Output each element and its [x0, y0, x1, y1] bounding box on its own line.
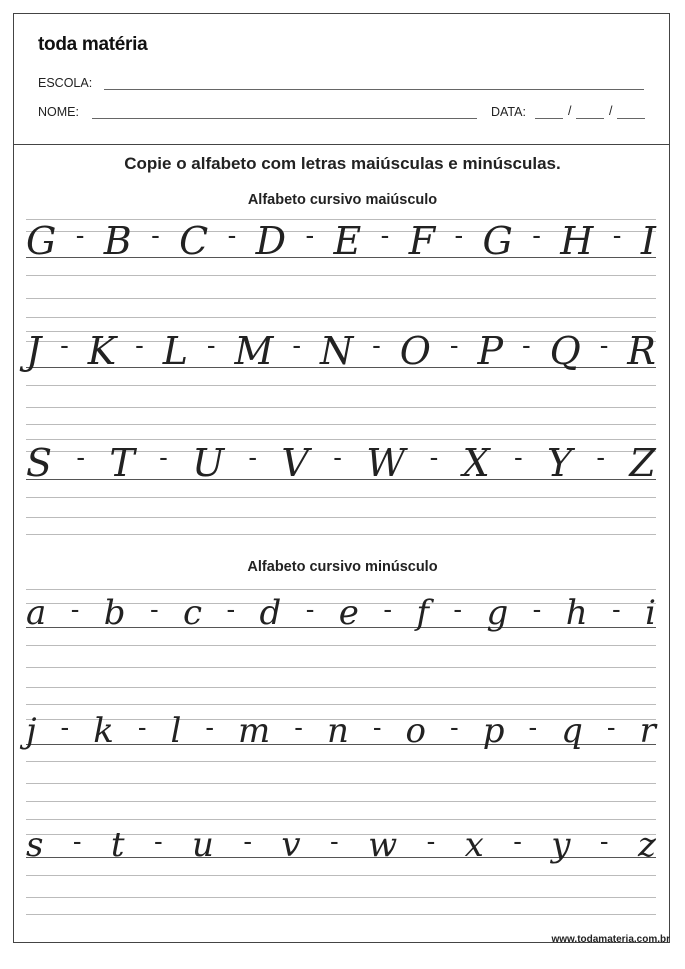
footer-url: www.todamateria.com.br	[551, 934, 670, 945]
uppercase-title: Alfabeto cursivo maiúsculo	[247, 192, 438, 208]
header	[14, 14, 669, 145]
lowercase-row-text: a - b - c - d - e - f - g - h - i	[26, 593, 656, 633]
lowercase-row-3	[26, 825, 656, 865]
date-separator-1: /	[568, 104, 572, 118]
lowercase-row-1	[26, 593, 656, 633]
uppercase-row-text: S - T - U - V - W - X - Y - Z	[26, 441, 656, 485]
instruction: Copie o alfabeto com letras maiúsculas e minúsculas.	[124, 154, 561, 173]
date-month-field[interactable]	[576, 118, 604, 119]
uppercase-row-2	[26, 329, 656, 373]
lowercase-row-text: s - t - u - v - w - x - y - z	[26, 825, 656, 865]
lowercase-title: Alfabeto cursivo minúsculo	[247, 559, 438, 575]
date-separator-2: /	[609, 104, 613, 118]
nome-field[interactable]	[92, 118, 477, 119]
uppercase-row-3	[26, 441, 656, 485]
brand-logo: toda matéria	[38, 34, 148, 55]
date-day-field[interactable]	[535, 118, 563, 119]
lowercase-row-2	[26, 711, 656, 751]
escola-label: ESCOLA:	[38, 76, 93, 90]
uppercase-row-1	[26, 219, 656, 263]
lowercase-row-text: j - k - l - m - n - o - p - q - r	[26, 711, 656, 751]
uppercase-row-text: J - K - L - M - N - O - P - Q - R	[26, 329, 656, 373]
date-year-field[interactable]	[617, 118, 645, 119]
uppercase-row-text: G - B - C - D - E - F - G - H - I	[26, 219, 656, 263]
data-label: DATA:	[491, 105, 526, 119]
nome-label: NOME:	[38, 105, 79, 119]
escola-field[interactable]	[104, 89, 644, 90]
worksheet	[13, 13, 670, 943]
